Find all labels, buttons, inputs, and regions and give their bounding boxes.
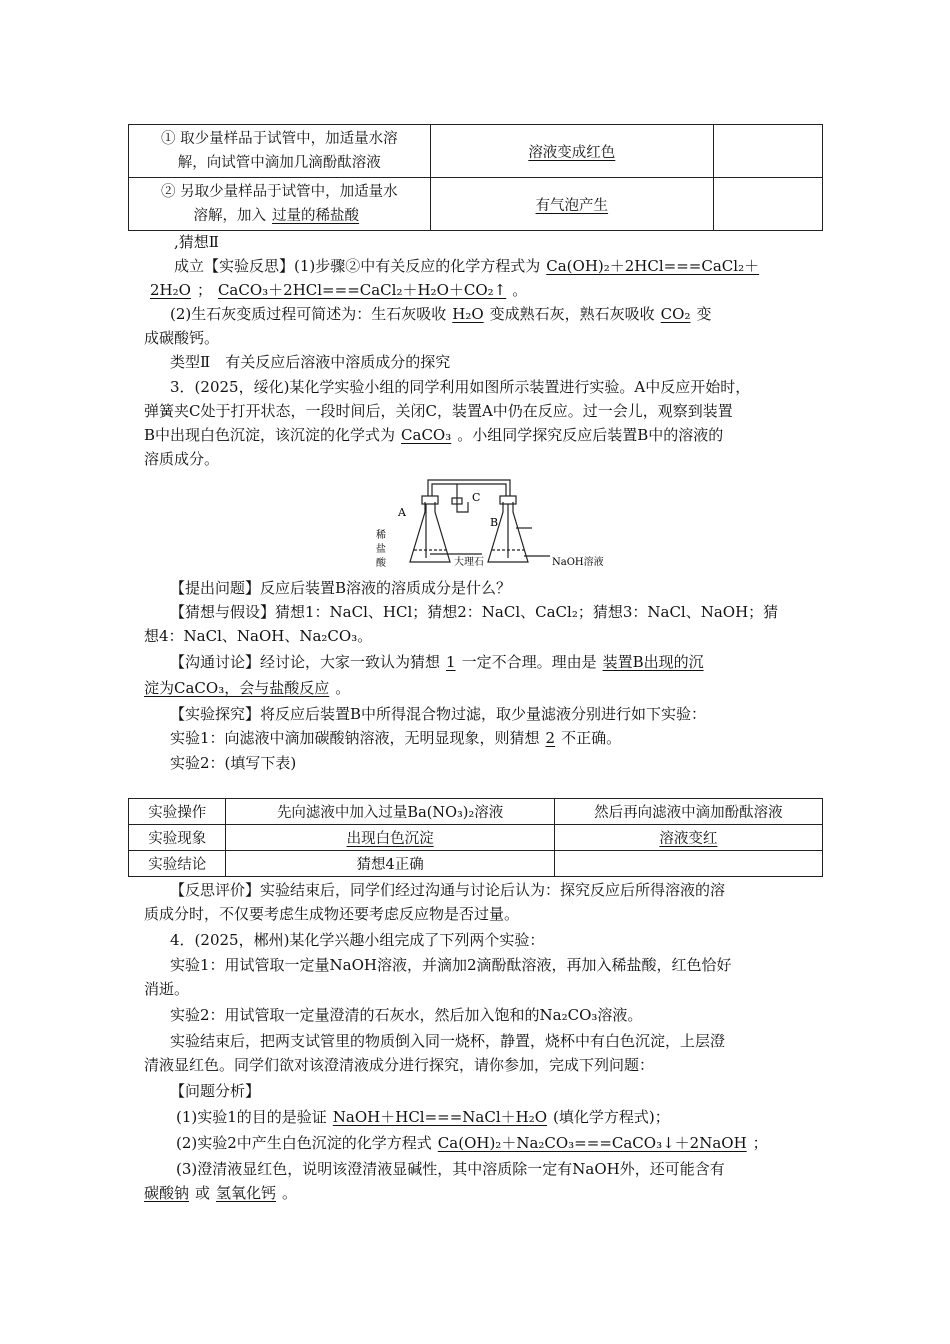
- t2-phen-2-answer: 溶液变红: [659, 831, 718, 847]
- analysis-2-post: ；: [752, 1134, 768, 1152]
- analysis-3-blank2: 氢氧化钙: [216, 1184, 277, 1202]
- analysis-1-post: (填化学方程式)；: [553, 1108, 670, 1126]
- t1-phen-1-answer: 溶液变成红色: [528, 144, 616, 161]
- discussion-line2: [144, 676, 814, 700]
- stopper-a: [422, 496, 438, 504]
- analysis-3-or: 或: [195, 1184, 211, 1202]
- exp-intro: 【实验探究】将反应后装置B中所得混合物过滤，取少量滤液分别进行如下实验：: [170, 705, 707, 723]
- q3-line2: 弹簧夹C处于打开状态，一段时间后，关闭C，装置A中仍在反应。过一会儿，观察到装置: [144, 402, 733, 420]
- analysis-2: [176, 1131, 846, 1155]
- t1-op-1-line1: ① 取少量样品于试管中，加适量水溶: [160, 131, 398, 147]
- q3-line1: 3．(2025，绥化)某化学实验小组的同学利用如图所示装置进行实验。A中反应开始时，: [170, 378, 751, 396]
- t1-phen-1: [430, 125, 713, 178]
- q4-after-line1: 实验结束后，把两支试管里的物质倒入同一烧杯，静置，烧杯中有白色沉淀，上层澄: [170, 1032, 726, 1050]
- reflect1-sep: ；: [196, 281, 212, 299]
- discussion-line1: [170, 650, 840, 674]
- discussion-prefix: 【沟通讨论】经讨论，大家一致认为猜想: [170, 653, 441, 671]
- label-acid-3: 酸: [376, 558, 386, 569]
- connecting-tube-inner: [432, 484, 506, 496]
- q3-line3: [144, 423, 814, 447]
- analysis-1-prefix: (1)实验1的目的是验证: [176, 1108, 327, 1126]
- apparatus-figure: [370, 472, 620, 572]
- exp2-line: 实验2：(填写下表): [170, 754, 297, 772]
- experiment-table-2: [128, 798, 823, 877]
- q3-line4: 溶质成分。: [144, 450, 220, 468]
- reflect1-eq2: CaCO₃＋2HCl===CaCl₂＋H₂O＋CO₂↑: [217, 281, 507, 299]
- t2-phen-1-answer: 出现白色沉淀: [346, 831, 434, 847]
- q4-title: 4．(2025，郴州)某化学兴趣小组完成了下列两个实验：: [170, 931, 545, 949]
- t2-concl-2: [554, 851, 822, 877]
- ask-question: 【提出问题】反应后装置B溶液的溶质成分是什么？: [170, 579, 512, 597]
- discussion-blank1: 1: [446, 653, 456, 671]
- q4-exp1-line2: 消逝。: [144, 980, 190, 998]
- exp1-blank: 2: [545, 729, 556, 747]
- connecting-tube: [428, 480, 510, 496]
- guess2-text: ,猜想Ⅱ: [174, 233, 219, 251]
- analysis-heading: 【问题分析】: [170, 1082, 261, 1100]
- t1-concl-1: [714, 125, 823, 178]
- reflect1-prefix: 成立【实验反思】(1)步骤②中有关反应的化学方程式为: [174, 257, 541, 275]
- discussion-blank2b: 淀为CaCO₃，会与盐酸反应: [144, 679, 330, 697]
- hypothesis-line2: 想4：NaCl、NaOH、Na₂CO₃。: [144, 627, 373, 645]
- discussion-mid: 一定不合理。理由是: [461, 653, 597, 671]
- exp1-line: [170, 726, 840, 750]
- t1-op-2-line1: ② 另取少量样品于试管中，加适量水: [160, 184, 398, 200]
- t2-h-0: 实验操作: [129, 799, 226, 825]
- reflect1-eq1: Ca(OH)₂＋2HCl===CaCl₂＋: [546, 257, 760, 275]
- t1-phen-2: [430, 178, 713, 231]
- reflect2-prefix: (2)生石灰变质过程可简述为：生石灰吸收: [170, 305, 447, 323]
- t2-h-1: 先向滤液中加入过量Ba(NO₃)₂溶液: [226, 799, 554, 825]
- t2-phen-label: 实验现象: [129, 825, 226, 851]
- t1-op-1: [129, 125, 431, 178]
- q3-line3-prefix: B中出现白色沉淀，该沉淀的化学式为: [144, 426, 396, 444]
- discussion-end: 。: [335, 679, 351, 697]
- t2-phen-2: [554, 825, 822, 851]
- t1-op-1-line2: 解，向试管中滴加几滴酚酞溶液: [177, 155, 381, 171]
- analysis-3-end: 。: [282, 1184, 298, 1202]
- reflect2-line2: 成碳酸钙。: [144, 329, 220, 347]
- reflect1-line1: [174, 254, 844, 278]
- t1-concl-2: [714, 178, 823, 231]
- exp1-prefix: 实验1：向滤液中滴加碳酸钠溶液，无明显现象，则猜想: [170, 729, 540, 747]
- reflect1-line2: [144, 278, 814, 302]
- label-a: A: [398, 506, 406, 519]
- exp1-post: 不正确。: [561, 729, 622, 747]
- analysis-1-blank: NaOH＋HCl===NaCl＋H₂O: [332, 1108, 548, 1126]
- label-b: B: [490, 516, 499, 529]
- t1-op-2: [129, 178, 431, 231]
- flask-a: [410, 502, 450, 562]
- reflect2-post: 变: [696, 305, 712, 323]
- t2-h-2: 然后再向滤液中滴加酚酞溶液: [554, 799, 822, 825]
- reflect2-blank2: CO₂: [660, 305, 691, 323]
- t1-op-2-answer: 过量的稀盐酸: [272, 208, 360, 224]
- eval-line1: 【反思评价】实验结束后，同学们经过沟通与讨论后认为：探究反应后所得溶液的溶: [170, 881, 726, 899]
- q4-exp1-line1: 实验1：用试管取一定量NaOH溶液，并滴加2滴酚酞溶液，再加入稀盐酸，红色恰好: [170, 956, 732, 974]
- q3-line3-post: 。小组同学探究反应后装置B中的溶液的: [457, 426, 724, 444]
- analysis-1: [176, 1105, 846, 1129]
- label-acid-1: 稀: [376, 530, 386, 541]
- reflect1-end: 。: [512, 281, 528, 299]
- label-c: C: [472, 491, 481, 504]
- label-acid-2: 盐: [376, 544, 386, 555]
- discussion-blank2a: 装置B出现的沉: [602, 653, 704, 671]
- q3-blank1: CaCO₃: [401, 426, 452, 444]
- t1-phen-2-answer: 有气泡产生: [535, 197, 609, 214]
- q4-exp2: 实验2：用试管取一定量澄清的石灰水，然后加入饱和的Na₂CO₃溶液。: [170, 1006, 643, 1024]
- q4-after-line2: 清液显红色。同学们欲对该澄清液成分进行探究，请你参加，完成下列问题：: [144, 1056, 655, 1074]
- label-marble: 大理石: [454, 557, 484, 568]
- hypothesis-line1: 【猜想与假设】猜想1：NaCl、HCl；猜想2：NaCl、CaCl₂；猜想3：NaCl、NaOH；猜: [170, 603, 779, 621]
- reflect2-line1: [170, 302, 840, 326]
- analysis-2-prefix: (2)实验2中产生白色沉淀的化学方程式: [176, 1134, 432, 1152]
- reflect2-mid: 变成熟石灰，熟石灰吸收: [489, 305, 655, 323]
- analysis-2-blank: Ca(OH)₂＋Na₂CO₃===CaCO₃↓＋2NaOH: [437, 1134, 747, 1152]
- experiment-table-1: [128, 124, 823, 231]
- analysis-3-line2: [144, 1181, 814, 1205]
- reflect1-eq1b: 2H₂O: [150, 281, 191, 299]
- type2-heading: 类型Ⅱ 有关反应后溶液中溶质成分的探究: [170, 353, 451, 371]
- t2-concl-label: 实验结论: [129, 851, 226, 877]
- t1-op-2-line2: 溶解，加入: [193, 208, 267, 224]
- t2-phen-1: [226, 825, 554, 851]
- analysis-3-line1: (3)澄清液显红色，说明该澄清液显碱性，其中溶质除一定有NaOH外，还可能含有: [176, 1160, 725, 1178]
- reflect2-blank1: H₂O: [452, 305, 484, 323]
- t2-concl-1: 猜想4正确: [226, 851, 554, 877]
- eval-line2: 质成分时，不仅要考虑生成物还要考虑反应物是否过量。: [144, 905, 520, 923]
- analysis-3-blank1: 碳酸钠: [144, 1184, 190, 1202]
- label-naoh: NaOH溶液: [552, 557, 604, 568]
